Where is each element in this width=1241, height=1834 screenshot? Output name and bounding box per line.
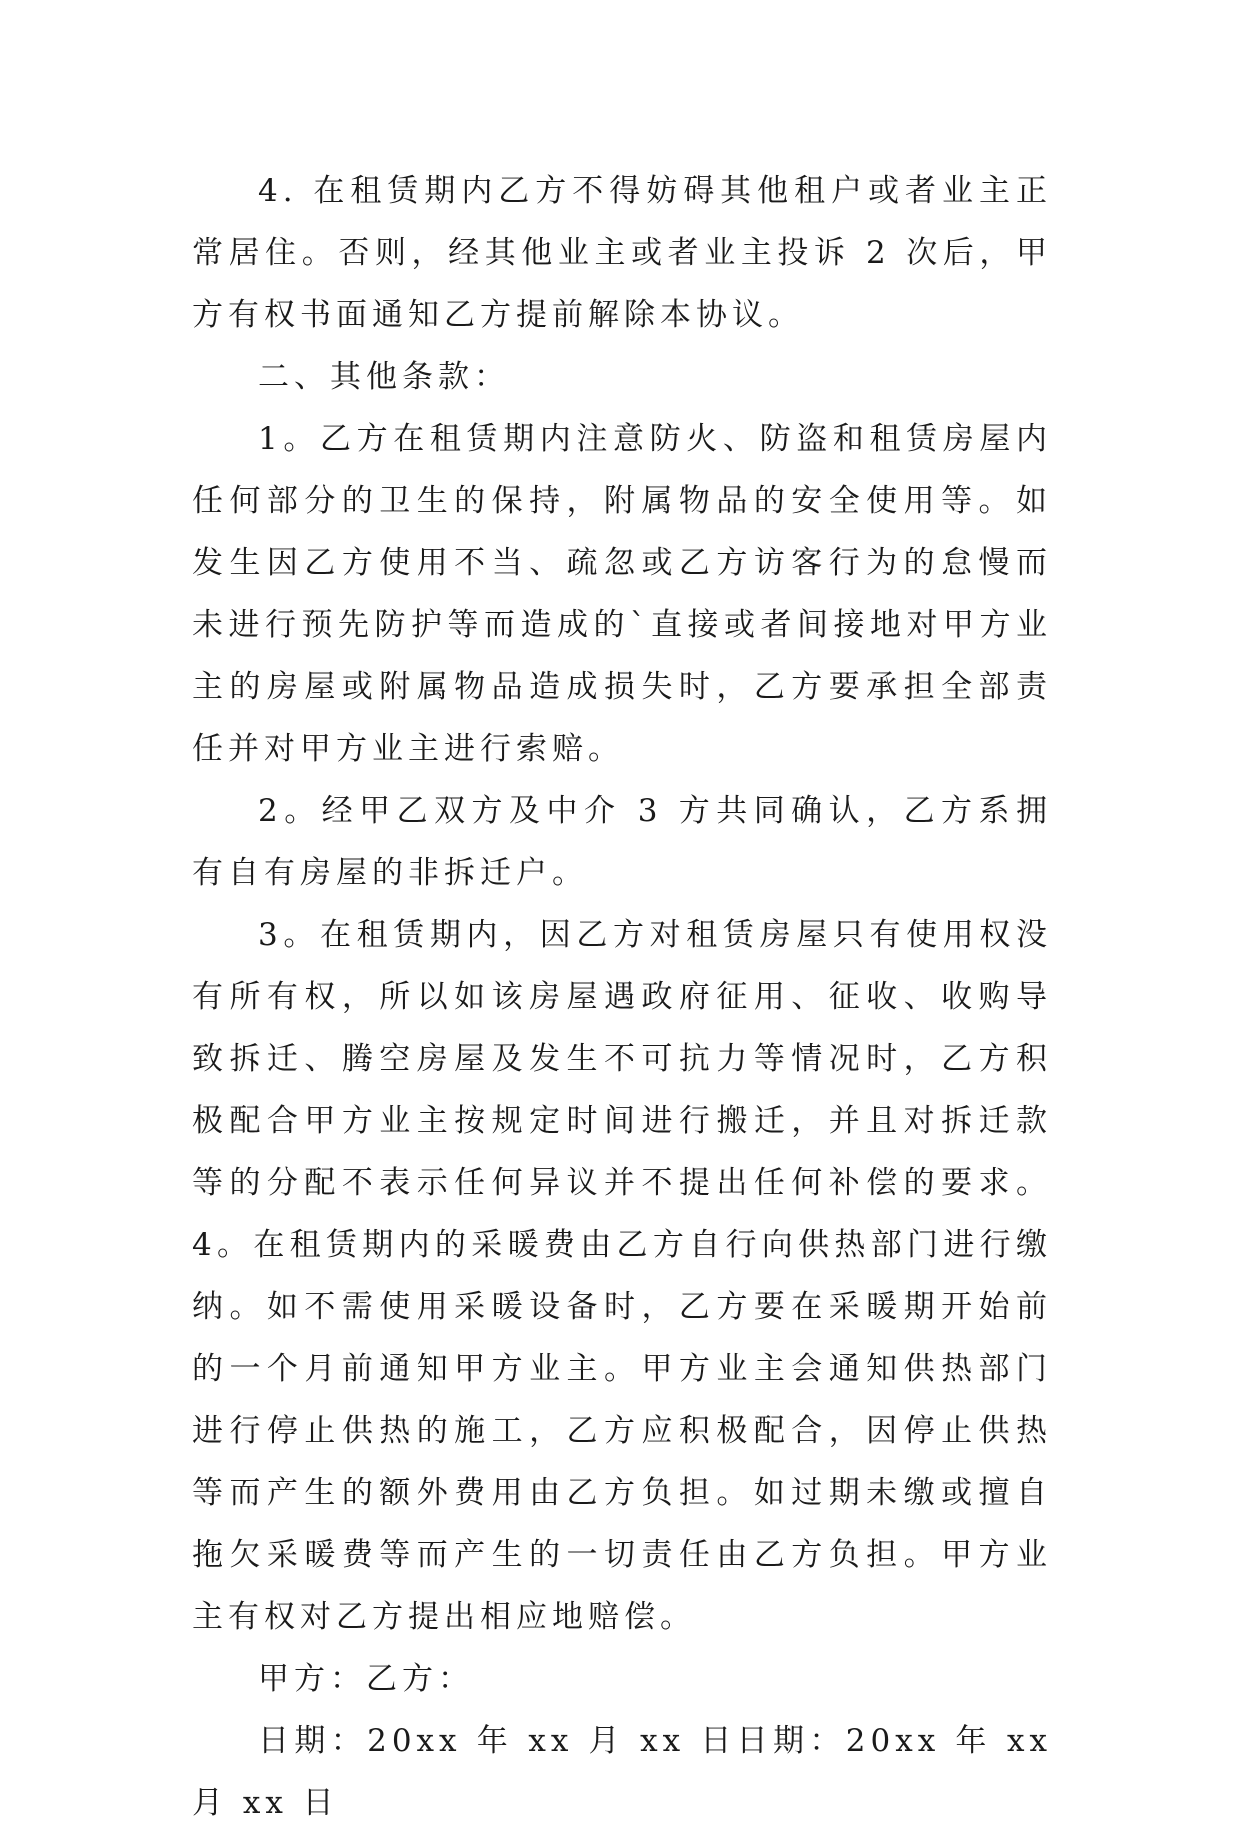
paragraph-term-2-non-relocation: 2。经甲乙双方及中介 3 方共同确认，乙方系拥有自有房屋的非拆迁户。 bbox=[192, 793, 1052, 891]
signature-parties: 甲方：乙方： bbox=[258, 1661, 474, 1697]
paragraph-clause-4-disturbance: 4. 在租赁期内乙方不得妨碍其他租户或者业主正常居住。否则，经其他业主或者业主投诉 2 次后，甲方有权书面通知乙方提前解除本协议。 bbox=[192, 173, 1052, 333]
paragraph-term-1-safety: 1。乙方在租赁期内注意防火、防盗和租赁房屋内任何部分的卫生的保持，附属物品的安全使用等。如发生因乙方使用不当、疏忽或乙方访客行为的怠慢而未进行预先防护等而造成的`直接或者间接地对甲方业主的房屋或附属物品造成损失时，乙方要承担全部责任并对甲方业主进行索赔。 bbox=[192, 421, 1052, 767]
paragraph-term-3-relocation-heating: 3。在租赁期内，因乙方对租赁房屋只有使用权没有所有权，所以如该房屋遇政府征用、征收、收购导致拆迁、腾空房屋及发生不可抗力等情况时，乙方积极配合甲方业主按规定时间进行搬迁，并且对拆迁款等的分配不表示任何异议并不提出任何补偿的要求。4。在租赁期内的采暖费由乙方自行向供热部门进行缴纳。如不需使用采暖设备时，乙方要在采暖期开始前的一个月前通知甲方业主。甲方业主会通知供热部门进行停止供热的施工，乙方应积极配合，因停止供热等而产生的额外费用由乙方负担。如过期未缴或擅自拖欠采暖费等而产生的一切责任由乙方负担。甲方业主有权对乙方提出相应地赔偿。 bbox=[192, 917, 1052, 1635]
section-heading-other-terms: 二、其他条款： bbox=[258, 359, 510, 395]
document-body bbox=[192, 160, 1052, 1834]
signature-dates: 日期：20xx 年 xx 月 xx 日日期：20xx 年 xx 月 xx 日 bbox=[192, 1723, 1052, 1821]
